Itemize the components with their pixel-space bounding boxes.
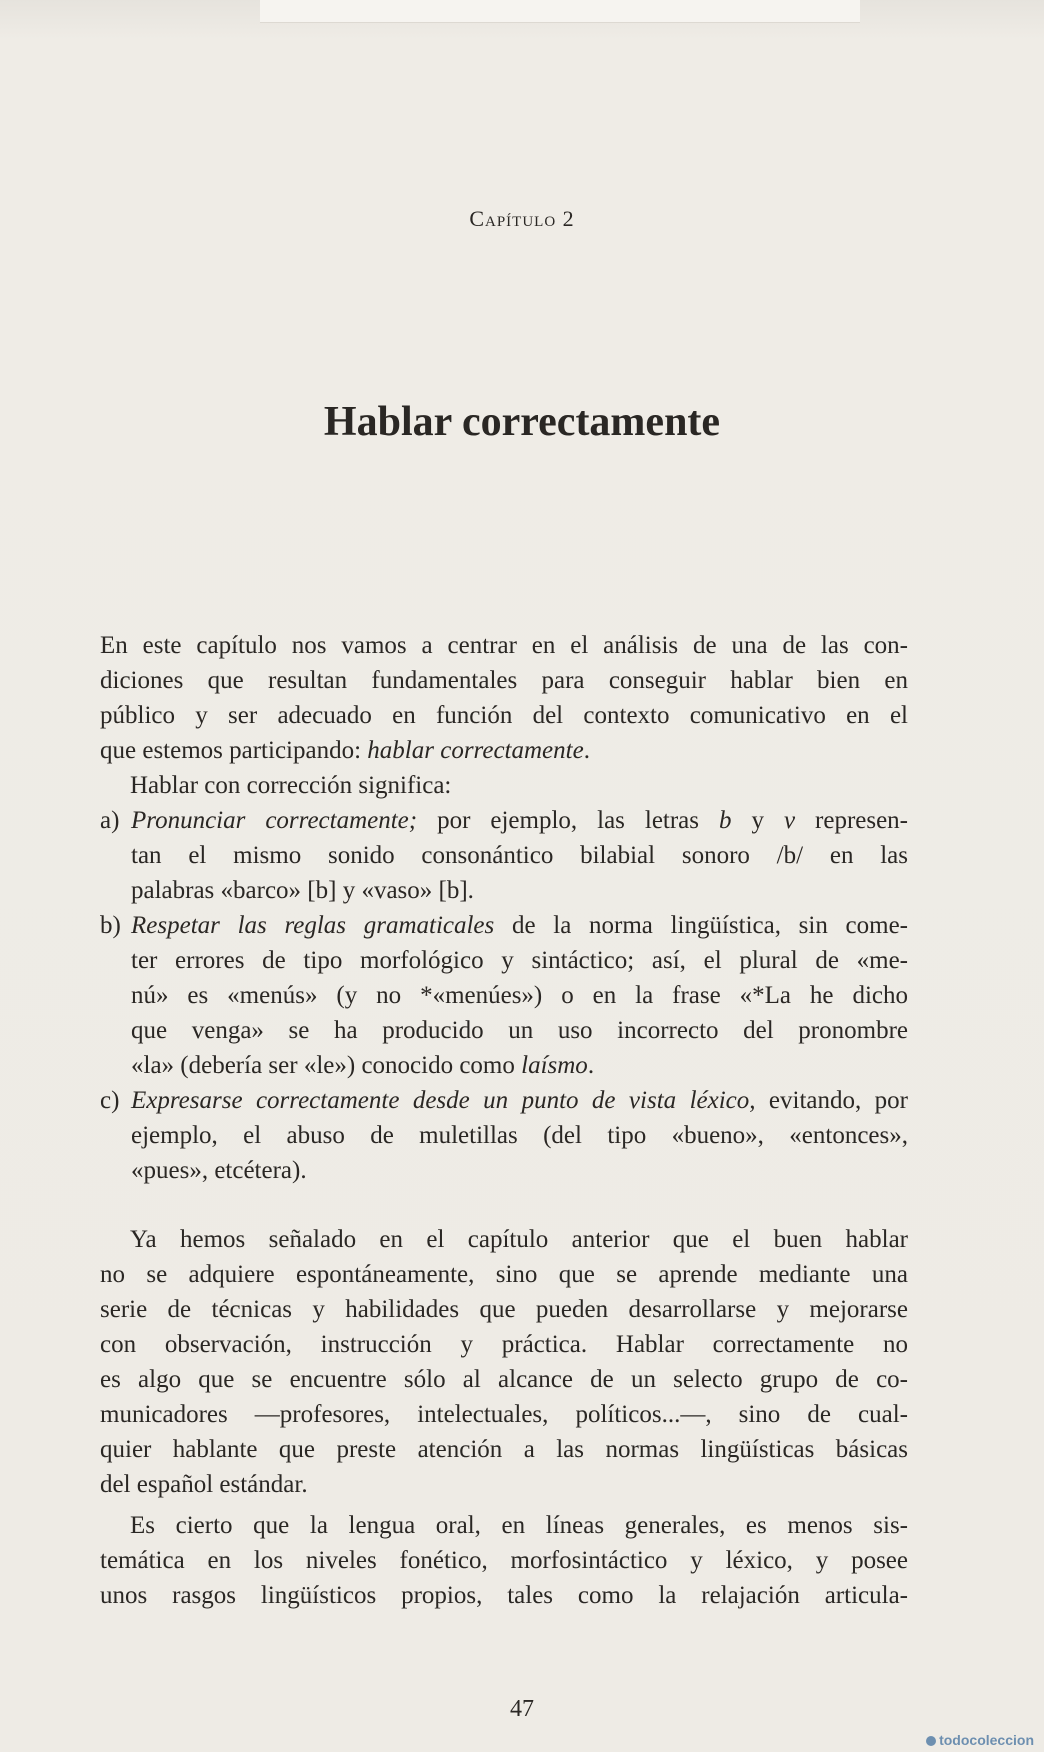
text-line: unos rasgos lingüísticos propios, tales como la relajación articula- [100,1582,908,1609]
list-item [100,803,908,908]
text-line: del español estándar. [100,1471,308,1498]
watermark-text: todocoleccion [939,1732,1034,1748]
body-text [100,628,908,1613]
text-line: En este capítulo nos vamos a centrar en el análisis de una de las con- [100,632,908,659]
emphasis: Pronunciar correctamente; [131,807,418,834]
text-line: público y ser adecuado en función del contexto comunicativo en el [100,702,908,729]
text-line: con observación, instrucción y práctica. Hablar correctamente no [100,1331,908,1358]
paragraph [100,1222,908,1502]
emphasis: Respetar las reglas gramaticales [131,912,495,939]
text-span: represen- [795,807,909,834]
text-span: . [583,737,590,764]
text-span: por ejemplo, las letras [417,807,719,834]
text-line [100,733,908,768]
list-item [100,908,908,1083]
list-marker: c) [100,1087,120,1114]
page-title: Hablar correctamente [323,399,721,445]
text-line: que venga» se ha producido un uso incorrecto del pronombre [131,1017,908,1044]
emphasis: v [783,807,796,834]
text-line: «pues», etcétera). [131,1157,307,1184]
text-span: evitando, por [755,1087,908,1114]
text-line: palabras «barco» [b] y «vaso» [b]. [131,877,474,904]
chapter-label: Capítulo 2 [469,206,575,231]
text-line: no se adquiere espontáneamente, sino que se aprende mediante una [100,1261,908,1288]
list-marker: b) [100,912,121,939]
text-span: . [587,1052,595,1079]
paragraph [100,628,908,768]
text-line: Hablar con corrección significa: [130,772,452,799]
text-line: tan el mismo sonido consonántico bilabial sonoro /b/ en las [131,842,908,869]
text-line: ter errores de tipo morfológico y sintáctico; así, el plural de «me- [131,947,908,974]
text-line: temática en los niveles fonético, morfosintáctico y léxico, y posee [100,1547,908,1574]
text-line [100,1083,908,1118]
text-line [100,1048,908,1083]
emphasis: Expresarse correctamente desde un punto de vista léxico, [131,1087,756,1114]
text-line: Es cierto que la lengua oral, en líneas generales, es menos sis- [130,1512,908,1539]
text-line: ejemplo, el abuso de muletillas (del tipo «bueno», «entonces», [131,1122,908,1149]
paragraph [100,1508,908,1613]
text-line: serie de técnicas y habilidades que pueden desarrollarse y mejorarse [100,1296,908,1323]
text-span: que estemos participando: [100,737,368,764]
page-number: 47 [510,1696,534,1722]
emphasis: hablar correctamente [367,737,584,764]
page-top-edge [260,0,860,23]
text-line: Ya hemos señalado en el capítulo anterior que el buen hablar [130,1226,908,1253]
text-line: quier hablante que preste atención a las normas lingüísticas básicas [100,1436,908,1463]
text-line: diciones que resultan fundamentales para conseguir hablar bien en [100,667,908,694]
list-item [100,1083,908,1188]
text-line: municadores —profesores, intelectuales, políticos...—, sino de cual- [100,1401,908,1428]
text-line: es algo que se encuentre sólo al alcance de un selecto grupo de co- [100,1366,908,1393]
emphasis: b [718,807,732,834]
text-span: de la norma lingüística, sin come- [494,912,909,939]
text-span: y [731,807,784,834]
text-line [100,908,908,943]
emphasis: laísmo [521,1052,588,1079]
watermark-logo [926,1732,1034,1748]
text-line: nú» es «menús» (y no *«menúes») o en la frase «*La he dicho [131,982,908,1009]
list-marker: a) [100,807,120,834]
text-span: «la» (debería ser «le») conocido como [131,1052,522,1079]
text-line [100,803,908,838]
watermark-dot-icon [926,1736,936,1746]
